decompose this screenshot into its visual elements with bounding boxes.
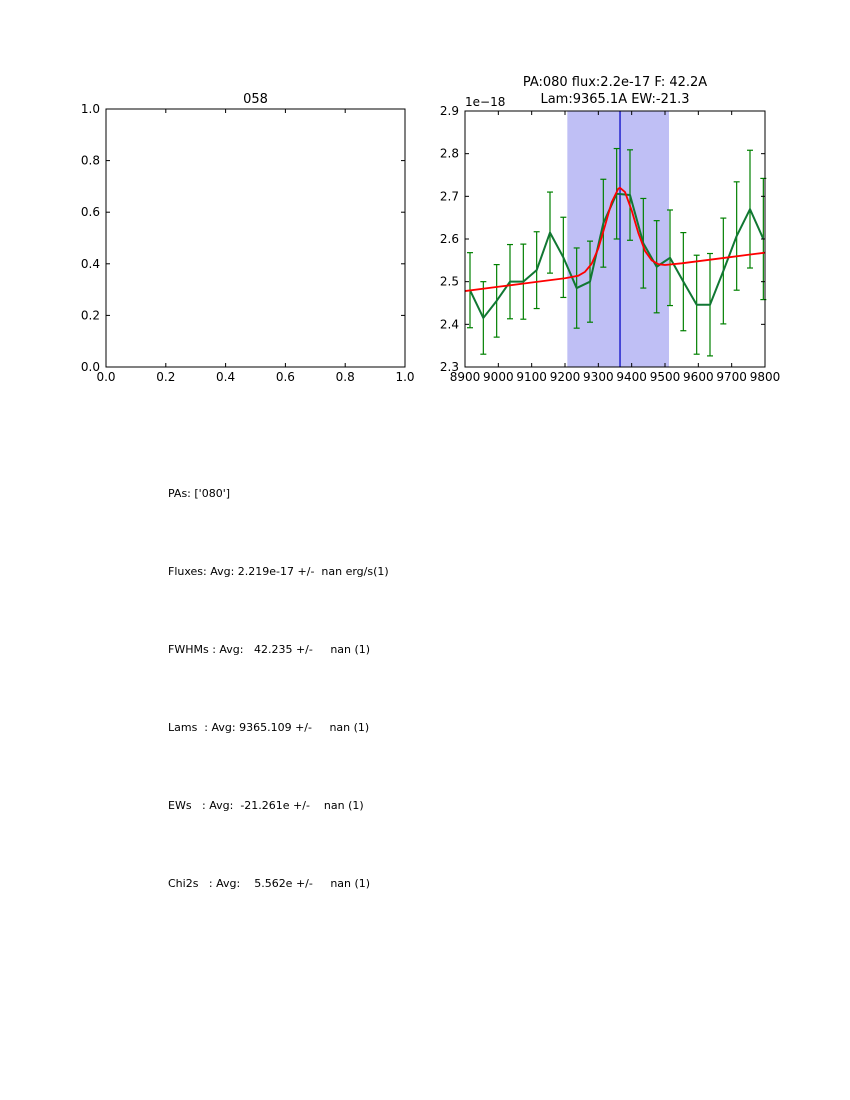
stats-line-fwhms: FWHMs : Avg: 42.235 +/- nan (1) — [168, 643, 371, 656]
stats-line-ews: EWs : Avg: -21.261e +/- nan (1) — [168, 799, 364, 812]
y-tick-label: 2.5 — [439, 274, 459, 289]
x-tick-label: 9800 — [749, 370, 781, 384]
x-tick-label: 0.6 — [275, 370, 295, 384]
x-tick-label: 8900 — [449, 370, 481, 384]
y-tick-label: 0.2 — [80, 308, 100, 323]
y-tick-label: 0.6 — [80, 205, 100, 220]
x-tick-label: 9700 — [716, 370, 747, 384]
y-tick-label: 2.7 — [439, 189, 459, 204]
y-tick-label: 2.6 — [439, 232, 459, 246]
x-tick-label: 0.4 — [216, 370, 236, 384]
axis-ticks — [81, 102, 415, 384]
y-tick-label: 0.4 — [80, 256, 100, 271]
x-tick-label: 9000 — [483, 370, 514, 384]
x-tick-label: 0.8 — [335, 370, 355, 384]
x-tick-label: 1.0 — [395, 370, 415, 384]
stats-text-block — [168, 429, 389, 949]
right-plot-title-line2: Lam:9365.1A EW:-21.3 — [540, 92, 690, 107]
stats-line-lams: Lams : Avg: 9365.109 +/- nan (1) — [168, 721, 370, 734]
x-tick-label: 9300 — [583, 370, 614, 384]
y-tick-label: 0.0 — [80, 360, 100, 374]
y-tick-label: 2.9 — [439, 104, 459, 118]
x-tick-label: 0.0 — [96, 370, 116, 384]
y-tick-label: 2.4 — [439, 317, 459, 332]
stats-line-pas: PAs: ['080'] — [168, 487, 231, 500]
right-plot-title-line1: PA:080 flux:2.2e-17 F: 42.2A — [522, 75, 708, 90]
left-plot-axes — [81, 102, 415, 384]
x-tick-label: 9500 — [649, 370, 681, 384]
plots-canvas — [0, 0, 850, 400]
y-tick-label: 1.0 — [80, 102, 100, 116]
left-plot-title: 058 — [243, 92, 268, 107]
stats-line-chi2s: Chi2s : Avg: 5.562e +/- nan (1) — [168, 877, 371, 890]
y-tick-label: 2.3 — [439, 360, 459, 374]
x-tick-label: 0.2 — [156, 370, 176, 384]
x-tick-label: 9600 — [683, 370, 714, 384]
x-tick-label: 9200 — [549, 370, 581, 384]
x-tick-label: 9100 — [516, 370, 547, 384]
y-tick-label: 0.8 — [80, 153, 100, 168]
y-axis-offset-label: 1e−18 — [465, 95, 506, 109]
axes-frame — [106, 109, 405, 367]
y-tick-label: 2.8 — [439, 146, 459, 161]
stats-line-fluxes: Fluxes: Avg: 2.219e-17 +/- nan erg/s(1) — [168, 565, 389, 578]
right-plot-axes — [440, 104, 780, 384]
x-tick-label: 9400 — [616, 370, 647, 384]
